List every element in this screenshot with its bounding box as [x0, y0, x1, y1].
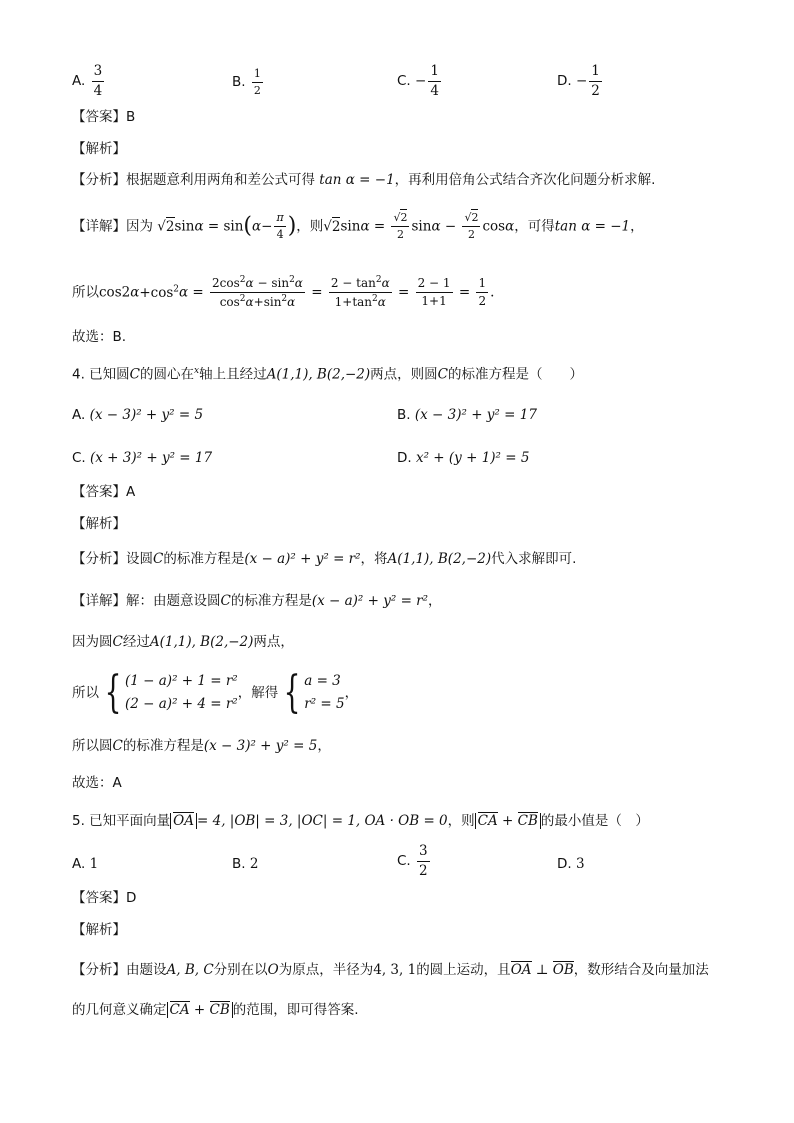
fenxi-tag: 【分析】	[72, 962, 126, 978]
fraction	[417, 844, 430, 879]
text: 的范围，即可得答案.	[232, 1002, 359, 1018]
fenxi-line	[72, 174, 655, 188]
numerator: 1	[252, 68, 263, 83]
text: ，	[344, 684, 359, 701]
denominator: 2	[253, 84, 261, 98]
analysis-tag: 【解析】	[72, 922, 126, 938]
guxuan-line: 故选：B.	[72, 329, 127, 345]
option-label: D.	[557, 72, 572, 89]
text: 所以	[72, 684, 99, 701]
brace-icon: {	[283, 666, 301, 718]
text: 两点，	[253, 634, 294, 650]
analysis-tag: 【解析】	[72, 516, 126, 532]
text: 的标准方程是	[230, 593, 312, 609]
text: 两点，则圆	[370, 366, 438, 383]
text: 所以	[72, 284, 99, 301]
option-c	[397, 64, 443, 99]
option-label: A.	[72, 856, 86, 872]
answer-tag: 【答案】	[72, 484, 126, 500]
fenxi-tag: 【分析】	[72, 172, 126, 188]
text: 由题设	[126, 962, 167, 978]
equation-row: (1 − a)² + 1 = r²	[125, 673, 238, 689]
text: 设圆	[126, 551, 153, 567]
solution-system	[304, 670, 344, 716]
option-label: A.	[72, 72, 86, 89]
reason-line	[72, 636, 294, 650]
option-text: (x + 3)² + y² = 17	[90, 450, 213, 466]
answer-tag: 【答案】	[72, 890, 126, 906]
math-symbol: O	[267, 962, 279, 978]
fraction	[589, 64, 602, 99]
math-expr: (x − a)² + y² = r²	[311, 593, 429, 609]
option-text: x² + (y + 1)² = 5	[415, 450, 530, 466]
analysis-tag: 【解析】	[72, 141, 126, 157]
math-symbol: C	[112, 634, 123, 650]
math-expr: (x − 3)² + y² = 5	[203, 738, 318, 754]
math-expr: A(1,1), B(2,−2)	[149, 634, 254, 650]
option-a	[72, 407, 203, 423]
numerator: 1	[589, 64, 602, 82]
text: ，再利用倍角公式结合齐次化问题分析求解.	[394, 172, 656, 188]
text: 为原点，半径为	[278, 962, 374, 978]
math-symbol: x	[194, 366, 200, 376]
xiangjie-line: 【详解】因为 √2sinα = sin(α− $\frac{\pi}{4}$ )，则√2sinα = $\frac{√2}{2}$ sinα − $\frac{√2}{2}$ cosα，可得tan α = −1，	[72, 211, 644, 242]
text: 的标准方程是（ ）	[448, 366, 584, 383]
math-symbol: C	[153, 551, 164, 567]
text: 的几何意义确定	[72, 1002, 167, 1018]
option-label: C.	[397, 72, 411, 89]
text: ，	[317, 738, 331, 754]
minus-sign: −	[415, 72, 427, 89]
text: 的标准方程是	[122, 738, 204, 754]
option-label: C.	[72, 450, 86, 466]
option-c	[397, 844, 432, 879]
answer-value: A	[126, 484, 136, 500]
text: ，将	[360, 551, 388, 567]
xiangjie-tag: 【详解】	[72, 218, 126, 235]
fraction	[252, 68, 263, 97]
option-label: B.	[397, 407, 411, 423]
numerator: 3	[92, 64, 105, 82]
option-d	[557, 64, 604, 99]
answer-line	[72, 486, 135, 500]
option-label: A.	[72, 407, 86, 423]
text: 5. 已知平面向量	[72, 813, 171, 829]
q5-stem: 5. 已知平面向量 OA = 4, |OB| = 3, |OC| = 1, OA · OB = 0，则 CA + CB 的最小值是（ ）	[72, 813, 649, 829]
option-label: B.	[232, 856, 246, 872]
option-b	[232, 68, 265, 97]
xiangjie-line	[72, 595, 442, 609]
math-symbol: C	[220, 593, 231, 609]
option-label: D.	[397, 450, 412, 466]
text: ，	[630, 218, 644, 235]
math-expr: (x − a)² + y² = r²	[244, 551, 361, 567]
fenxi-tag: 【分析】	[72, 551, 126, 567]
option-b	[397, 407, 537, 423]
answer-line	[72, 111, 135, 125]
fenxi-line	[72, 553, 576, 567]
option-label: D.	[557, 856, 572, 872]
text: 所以圆	[72, 738, 113, 754]
option-b	[232, 856, 258, 872]
math-expr: A(1,1), B(2,−2)	[387, 551, 492, 567]
text: 的圆上运动，且	[416, 962, 511, 978]
math-expr: tan α = −1	[554, 218, 631, 235]
text: 分别在以	[213, 962, 268, 978]
text: 因为圆	[72, 634, 113, 650]
text: 解：由题意设圆	[126, 593, 221, 609]
denominator: 2	[419, 862, 428, 879]
math-expr: = 4, |OB| = 3, |OC| = 1, OA · OB = 0	[197, 813, 448, 829]
denominator: 4	[93, 82, 103, 99]
fenxi-line-2: 的几何意义确定 CA + CB 的范围，即可得答案.	[72, 1002, 359, 1018]
option-text: 1	[89, 856, 99, 872]
option-c	[72, 450, 212, 466]
answer-tag: 【答案】	[72, 109, 126, 125]
answer-value: D	[126, 890, 137, 906]
equation-row: a = 3	[304, 673, 341, 689]
text: 轴上且经过	[199, 366, 267, 383]
fraction	[428, 64, 441, 99]
option-text: 2	[249, 856, 259, 872]
text: ，则	[447, 813, 475, 829]
math-expr: A, B, C	[166, 962, 214, 978]
xiangjie-tag: 【详解】	[72, 593, 126, 609]
text: 代入求解即可.	[491, 551, 577, 567]
fenxi-line: 【分析】由题设A, B, C分别在以O为原点，半径为4, 3, 1的圆上运动，且OA ⊥ OB，数形结合及向量加法	[72, 962, 709, 978]
equation-row: (2 − a)² + 4 = r²	[125, 695, 238, 712]
option-text: (x − 3)² + y² = 17	[414, 407, 537, 423]
option-d	[397, 450, 529, 466]
numerator: 1	[428, 64, 441, 82]
text: 因为	[126, 218, 153, 235]
text: 根据题意利用两角和差公式可得	[126, 172, 315, 188]
text: ，解得	[237, 684, 279, 701]
answer-value: B	[126, 109, 136, 125]
denominator: 2	[591, 82, 600, 99]
text: ，数形结合及向量加法	[573, 962, 709, 978]
suoyi-line: 所以$\cos 2\alpha+\cos^2\alpha$ = $\frac{2\cos^2\alpha - \sin^2\alpha}{\cos^2\alpha+\sin^2\alpha}$ = $\frac{2 - \tan^2\alpha}{1+\tan^2\alpha}$ = $\frac{2 - 1}{1+1}$ = $\frac{1}{2}$ .	[72, 275, 495, 310]
text: ，可得	[514, 218, 555, 235]
option-a	[72, 64, 106, 99]
option-text: 3	[575, 856, 585, 872]
answer-line	[72, 892, 136, 906]
minus-sign: −	[575, 72, 588, 89]
text: 4. 已知圆	[72, 366, 130, 383]
text: 的圆心在	[140, 366, 195, 383]
math-symbol: C	[112, 738, 123, 754]
option-label: B.	[232, 74, 246, 91]
brace-icon: {	[104, 666, 122, 718]
text: ，则	[296, 218, 324, 235]
text: ，	[428, 593, 442, 609]
option-text: (x − 3)² + y² = 5	[89, 407, 204, 423]
math-expr: A(1,1), B(2,−2)	[266, 366, 371, 383]
option-d	[557, 856, 585, 872]
equation-system	[125, 670, 238, 716]
text: 的标准方程是	[163, 551, 245, 567]
fraction	[92, 64, 105, 99]
math-expr: tan α = −1	[319, 172, 395, 188]
equation-row: r² = 5	[304, 695, 345, 712]
guxuan-line: 故选：A	[72, 775, 122, 791]
math-symbol: C	[437, 366, 449, 383]
numerator: 3	[417, 844, 430, 862]
denominator: 4	[430, 82, 439, 99]
option-label: C.	[397, 852, 411, 869]
q4-stem	[72, 367, 583, 382]
math-symbol: C	[129, 366, 141, 383]
system-line	[72, 666, 359, 718]
text: 的最小值是（ ）	[540, 813, 649, 829]
result-line	[72, 740, 331, 754]
math-expr: 4, 3, 1	[373, 962, 417, 978]
text: 经过	[122, 634, 150, 650]
option-a	[72, 856, 98, 872]
